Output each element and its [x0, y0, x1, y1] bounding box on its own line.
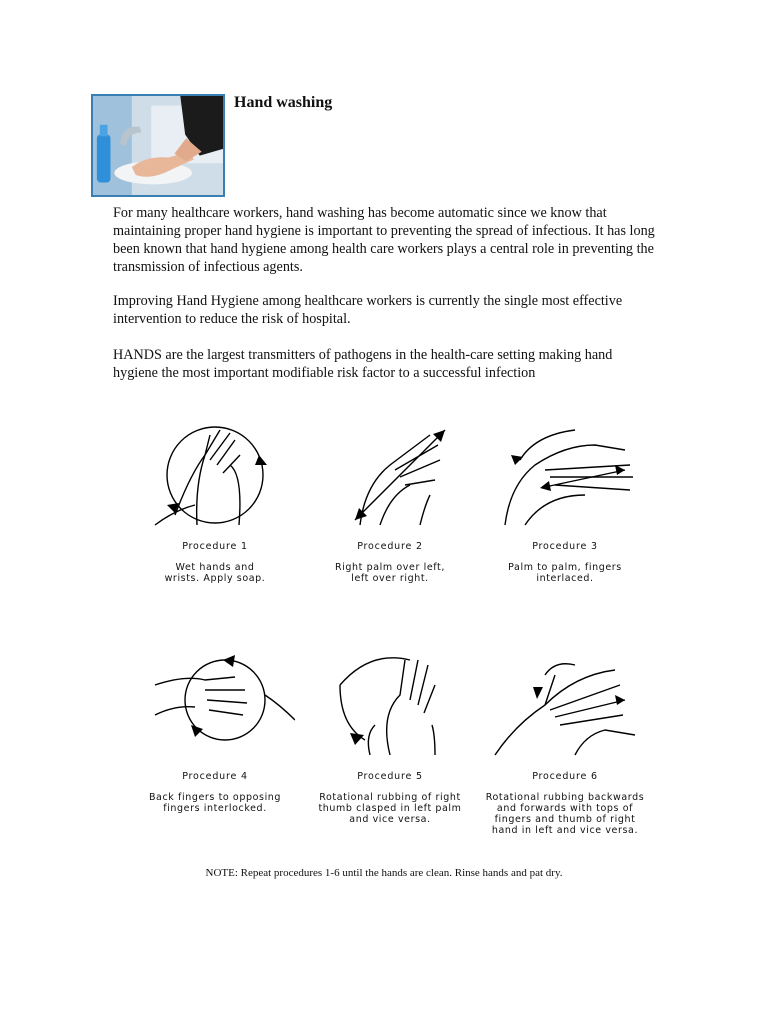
procedure-3-title: Procedure 3 [532, 541, 598, 552]
procedure-1-illustration [135, 415, 295, 535]
procedure-2 [305, 415, 475, 584]
procedure-1-text: Wet hands and wrists. Apply soap. [164, 562, 266, 584]
procedure-5-illustration [310, 645, 470, 765]
procedure-1-title: Procedure 1 [182, 541, 248, 552]
procedure-4-illustration [135, 645, 295, 765]
procedure-2-illustration [310, 415, 470, 535]
procedure-6-text: Rotational rubbing backwards and forwards with tops of fingers and thumb of right hand in left and vice versa. [485, 792, 645, 836]
hands-paragraph: HANDS are the largest transmitters of pathogens in the health-care setting making hand hygiene the most important modifiable risk factor to a successful infection [113, 347, 613, 381]
page-title: Hand washing [234, 94, 333, 111]
procedure-3-text: Palm to palm, fingers interlaced. [508, 562, 622, 584]
procedure-2-title: Procedure 2 [357, 541, 423, 552]
procedure-4-text: Back fingers to opposing fingers interlocked. [148, 792, 282, 814]
note-text: NOTE: Repeat procedures 1-6 until the hands are clean. Rinse hands and pat dry. [205, 867, 563, 879]
procedure-figure [130, 415, 650, 870]
procedure-3-illustration [485, 415, 645, 535]
procedure-6 [480, 645, 650, 836]
procedure-2-text: Right palm over left, left over right. [334, 562, 445, 584]
procedure-6-illustration [485, 645, 645, 765]
procedure-4 [130, 645, 300, 814]
procedure-3 [480, 415, 650, 584]
procedure-1 [130, 415, 300, 584]
handwashing-photo [91, 94, 225, 197]
hygiene-paragraph: Improving Hand Hygiene among healthcare workers is currently the single most effective intervention to reduce the risk of hospital. [113, 293, 623, 327]
procedure-5-text: Rotational rubbing of right thumb clasped in left palm and vice versa. [318, 792, 462, 825]
procedure-4-title: Procedure 4 [182, 771, 248, 782]
procedure-5-title: Procedure 5 [357, 771, 423, 782]
procedure-6-title: Procedure 6 [532, 771, 598, 782]
intro-paragraph: For many healthcare workers, hand washing has become automatic since we know that maintaining proper hand hygiene is important to preventing the spread of infectious. It has long been known that hand hygiene among health care workers plays a central role in preventing the transmission of infectious agents. [113, 205, 655, 275]
procedure-5 [305, 645, 475, 825]
